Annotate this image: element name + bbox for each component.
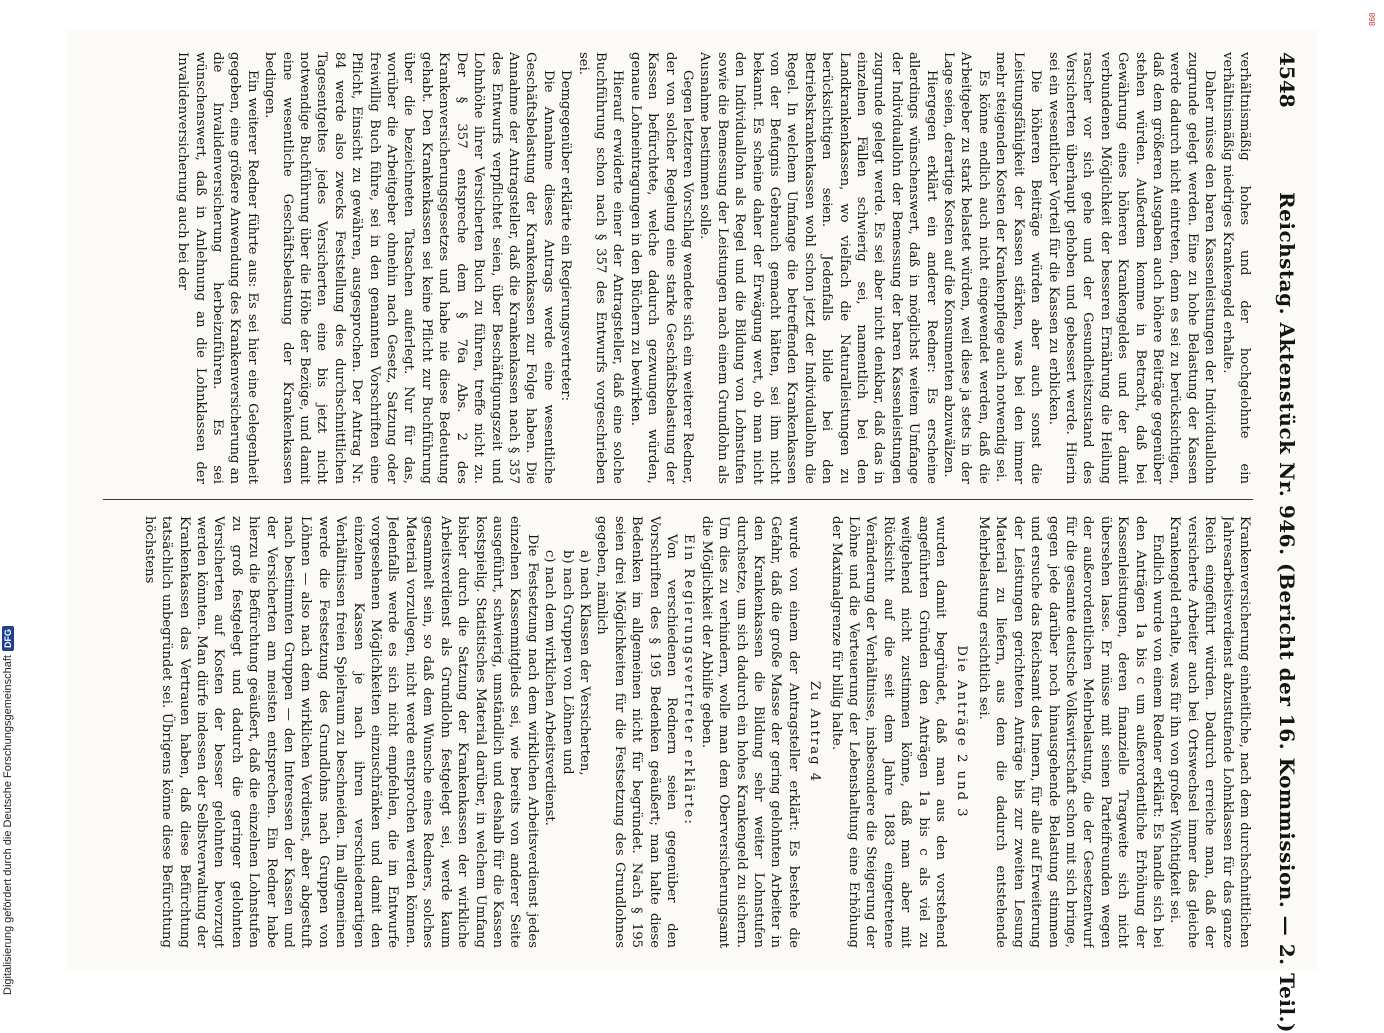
- paragraph: Gegen letzteren Vorschlag wendete sich ein weiterer Redner, der von solcher Regelung eine starke Geschäftsbelastung der Kassen befürchtete, welche dadurch gezwungen würden, genaue Lohneintragungen in den Büchern zu bewirken.: [627, 52, 695, 484]
- list-item: b) nach Gruppen von Löhnen und: [559, 550, 575, 775]
- digitization-note: Digitalisierung gefördert durch die Deutsche Forschungsgemeinschaft: [2, 655, 14, 995]
- column-divider: [103, 499, 1253, 500]
- paragraph: Hiergegen erklärt ein anderer Redner: Es erscheine allerdings wünschenswert, daß in möglichst weitem Umfange der Individuallohn der Bemessung der baren Kassenleistungen zugrunde gelegt werde. Es sei aber nicht denkbar, daß das in einzelnen Fällen schwierig sei, namentlich bei den Landkrankenkassen, wo vielfach die Naturalleistungen zu berücksichtigen seien. Jedenfalls bilde bei den Betriebskrankenkassen wohl schon jetzt der Individuallohn die Regel. In welchem Umfange die betreffenden Krankenkassen von der Befugnis Gebrauch gemacht hätten, sei ihm nicht bekannt. Es scheine daher der Erwägung wert, ob man nicht den Individuallohn als Regel und die Bildung von Lohnstufen sowie die Bemessung der Leistungen nach einem Grundlohn als Ausnahme bestimmen solle.: [697, 52, 939, 484]
- paragraph: Es könne endlich auch nicht eingewendet werden, daß die Arbeitgeber zu stark belastet würden, weil diese ja stets in der Lage seien, derartige Kosten auf die Konsumenten abzuwälzen.: [941, 52, 991, 484]
- corner-mark: [1368, 2, 1378, 26]
- page-title: Reichstag. Aktenstück Nr. 946. (Bericht der 16. Kommission. — 2. Teil.): [1275, 192, 1299, 1033]
- digitization-footer: [2, 600, 16, 995]
- paragraph: Endlich wurde von einem Redner erklärt: Es handle sich bei den Anträgen 1a bis c um außerordentliche Erhöhung der Kassenleistungen, deren finanzielle Tragweite sich nicht übersehen lasse. Er müsse mit seinen Parteifreunden wegen der außerordentlichen Mehrbelastung, die der Gesetzentwurf für die gesamte deutsche Volkswirtschaft schon mit sich bringe, gegen jede darüber noch hinausgehende Belastung stimmen und ersuche das Reichsamt des Innern, für alle auf Erweiterung der Leistungen gerichteten Anträge bis zur zweiten Lesung Material zu liefern, aus dem die dadurch entstehende Mehrbelastung ersichtlich sei.: [975, 516, 1165, 948]
- paragraph: Hierauf erwiderte einer der Antragsteller, daß eine solche Buchführung schon nach § 357 des Entwurfs vorgeschrieben sei.: [575, 52, 626, 484]
- section-heading: Demgegenüber erklärte ein Regierungsvertreter:: [558, 70, 574, 402]
- paragraph: Die höheren Beiträge würden aber auch sonst die Leistungsfähigkeit der Kassen stärken, was bei den immer mehr steigenden Kosten der Krankenpflege auch notwendig sei.: [993, 52, 1044, 484]
- paragraph: Ein Regierungsvertreter erklärte:: [681, 534, 697, 826]
- paragraph: Ein weiterer Redner führte aus: Es sei hier eine Gelegenheit gegeben, eine größere Anwendung des Krankenversicherung an die Invalidenversicherung herbeizuführen. Es sei wünschenswert, daß in Anlehnung an die Lohnklassen der Invalidenversicherung auch bei der: [175, 52, 260, 484]
- corner-mark-label: 868: [1368, 12, 1377, 26]
- dfg-logo: DFG: [2, 626, 14, 651]
- page-number: 4548: [1275, 52, 1299, 108]
- scanned-page: [67, 30, 1317, 1033]
- right-column: [93, 516, 1253, 948]
- left-column: [93, 52, 1253, 484]
- paragraph: Krankenversicherung einheitliche, nach dem durchschnittlichen Jahresarbeitsverdienst abzustufende Lohnklassen für das ganze Reich eingeführt würden. Dadurch erreiche man, daß der versicherte Arbeiter auch bei Ortswechsel immer das gleiche Krankengeld erhalte, was für ihn von großer Wichtigkeit sei.: [1167, 516, 1252, 948]
- paragraph: wurde von einem der Antragsteller erklärt: Es bestehe die Gefahr, daß die große Masse der gering gelohnten Arbeiter in den Krankenkassen die Bildung sehr weiter Lohnstufen durchsetze, um sich dadurch ein hohes Krankengeld zu sichern. Um dies zu verhindern, wolle man dem Oberversicherungsamt die Möglichkeit der Abhilfe geben.: [698, 516, 801, 948]
- paragraph: Daher müsse den baren Kassenleistungen der Individuallohn zugrunde gelegt werden. Eine zu hohe Belastung der Kassen werde dadurch nicht eintreten, denn es sei zu berücksichtigen, daß dem größeren Ausgaben auch höhere Beiträge gegenüber stehen würden. Außerdem komme in Betracht, daß bei Gewährung eines höheren Krankengeldes und der damit verbundenen Möglichkeit der besseren Ernährung die Heilung rascher vor sich gehe und der Gesundheitszustand des Versicherten überhaupt gehoben und gebessert werde. Hierin sei ein wesentlicher Vorteil für die Kassen zu erblicken.: [1045, 52, 1218, 484]
- paragraph: verhältnismäßig hohes und der hochgelohnte ein verhältnismäßig niedriges Krankengeld erhalte.: [1219, 52, 1252, 484]
- page-header: [1269, 52, 1299, 1033]
- section-heading: Zu Antrag 4: [807, 680, 823, 784]
- paragraph: Die Festsetzung nach dem wirklichen Arbeitsverdienst jedes einzelnen Kassenmitglieds sei, wie bereits von anderer Seite ausgeführt, schwierig, umständlich und deshalb für die Kassen kostspielig. Statistisches Material darüber, in welchem Umfang bisher durch die Satzung der Krankenkassen der wirkliche Arbeitsverdienst als Grundlohn festgelegt sei, werde kaum gesammelt sein, so daß dem Wunsche eines Redners, solches Material vorzulegen, nicht werde entsprochen werden können. Jedenfalls werde es sich nicht empfehlen, die im Entwurfe vorgesehenen Möglichkeiten einzuschränken und damit den einzelnen Kassen je nach ihren verschiedenartigen Verhältnissen freien Spielraum zu beschneiden. Im allgemeinen werde die Festsetzung des Grundlohns nach Gruppen von Löhnen — also nach dem wirklichen Verdienst, aber abgestuft nach bestimmten Gruppen — den Interessen der Kassen und der Versicherten am meisten entsprechen. Ein Redner habe hierzu die Befürchtung geäußert, daß die einzelnen Lohnstufen zu groß festgelegt und dadurch die geringer gelohnten Versicherten auf Kosten der besser gelohnten bevorzugt werden könnten. Man dürfe indessen der Selbstverwaltung der Krankenkassen das Vertrauen haben, daß diese Befürchtung tatsächlich unbegründet sei. Übrigens könne diese Befürchtung höchstens: [141, 516, 540, 948]
- paragraph: Die Annahme dieses Antrags werde eine wesentliche Geschäftsbelastung der Krankenkassen zur Folge haben. Die Annahme der Antragsteller, daß die Krankenkassen nach § 357 des Entwurfs verpflichtet seien, über Beschäftigungszeit und Lohnhöhe ihrer Versicherten Buch zu führen, treffe nicht zu. Der § 357 entspreche dem § 76a Abs. 2 des Krankenversicherungsgesetzes und habe nie diese Bedeutung gehabt. Den Krankenkassen sei keine Pflicht zur Buchführung über die bezeichneten Tatsachen auferlegt. Nur für das, worüber die Arbeitgeber ohnehin nach Gesetz, Satzung oder freiwillig Buch führe, sei in den genannten Vorschriften eine Pflicht, Einsicht zu gewähren, ausgesprochen. Der Antrag Nr. 84 werde also zwecks Feststellung des durchschnittlichen Tagesentgeltes jedes Versicherten eine bis jetzt nicht notwendige Buchführung über die Höhe der Bezüge, und damit eine wesentliche Geschäftsbelastung der Krankenkassen bedingen.: [262, 52, 556, 484]
- list-item: c) nach dem wirklichen Arbeitsverdienst.: [542, 550, 558, 826]
- paragraph: wurden damit begründet, daß man aus den vorstehend angeführten Gründen den Anträgen 1a bis c als viel zu weitgehend nicht zustimmen könne, daß man aber mit Rücksicht auf die seit dem Jahre 1883 eingetretene Veränderung der Verhältnisse, insbesondere die Steigerung der Löhne und die Verteuerung der Lebenshaltung eine Erhöhung der Maximalgrenze für billig halte.: [828, 516, 949, 948]
- section-heading: Die Anträge 2 und 3: [954, 645, 970, 819]
- list-item: a) nach Klassen der Versicherten,: [576, 550, 592, 776]
- paragraph: Von verschiedenen Rednern seien gegenüber den Vorschriften des § 195 Bedenken geäußert; man halte diese Bedenken im allgemeinen nicht für begründet. Nach § 195 seien drei Möglichkeiten für die Festsetzung des Grundlohnes gegeben, nämlich: [594, 516, 679, 948]
